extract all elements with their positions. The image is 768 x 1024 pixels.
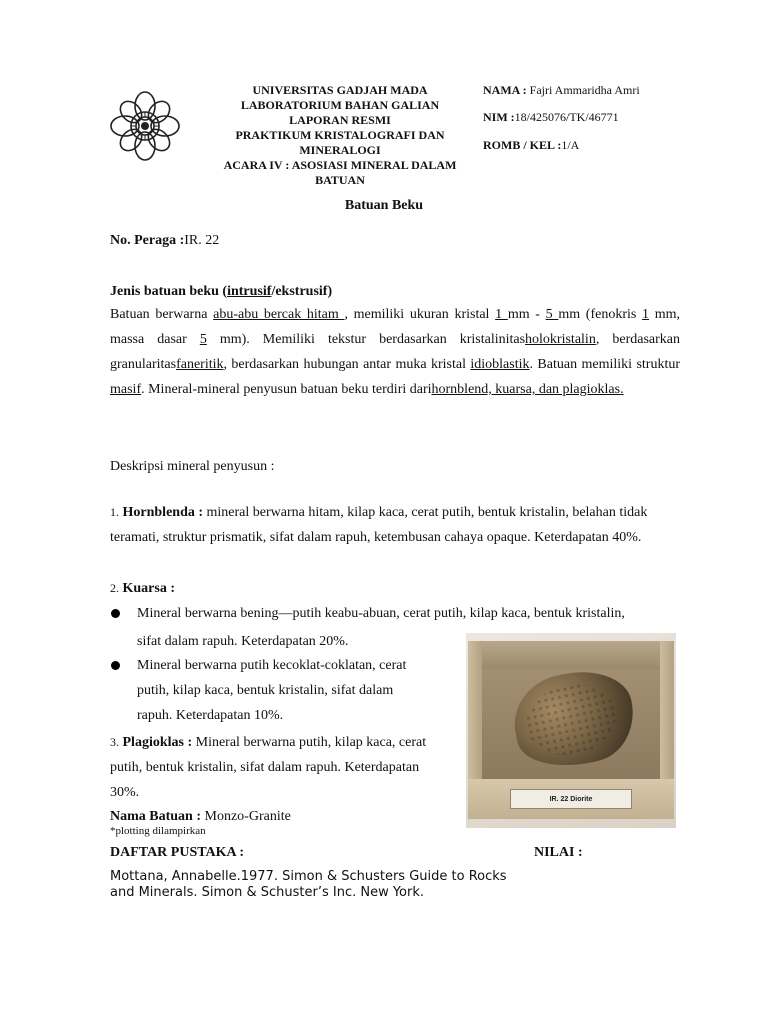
- peraga-row: [110, 228, 219, 253]
- kuarsa-bullet-2: [137, 653, 457, 728]
- specimen-tag: IR. 22 Diorite: [510, 789, 632, 809]
- desc-kristalinitas: holokristalin: [525, 332, 596, 347]
- nilai-label: NILAI :: [534, 845, 583, 860]
- jenis-prefix: Jenis batuan beku (: [110, 284, 228, 299]
- nama-batuan-label: Nama Batuan :: [110, 809, 202, 824]
- desc-kristal-min: 1: [495, 307, 508, 322]
- reference-line: and Minerals. Simon & Schuster’s Inc. New York.: [110, 885, 425, 900]
- desc-text: mm (fenokris: [558, 307, 643, 322]
- desc-text: mm, massa dasar: [110, 307, 680, 347]
- peraga-label: No. Peraga :: [110, 233, 185, 248]
- reference: [110, 869, 507, 901]
- desc-granularitas: faneritik: [176, 357, 224, 372]
- romb-label: ROMB / KEL :: [483, 138, 562, 152]
- desc-text: . Batuan memiliki struktur: [529, 357, 680, 372]
- desc-struktur: masif: [110, 382, 142, 397]
- desc-fenokris: 1: [642, 307, 650, 322]
- acara-line2: BATUAN: [315, 173, 365, 187]
- mineral-plagioklas: [110, 730, 460, 805]
- desc-text: , berdasarkan hubungan antar muka kristal: [223, 357, 471, 372]
- deskripsi-label: Deskripsi mineral penyusun :: [110, 459, 275, 474]
- student-name-row: [483, 83, 743, 98]
- mineral-number: 3.: [110, 735, 119, 749]
- desc-mineral: hornblend, kuarsa, dan plagioklas.: [431, 382, 624, 397]
- nama-label: NAMA :: [483, 83, 527, 97]
- specimen-photo: [466, 633, 676, 828]
- mineral-name: Kuarsa :: [122, 581, 175, 596]
- mineral-text: putih, bentuk kristalin, sifat dalam rapuh. Keterdapatan: [110, 760, 420, 775]
- mineral-number: 1.: [110, 505, 119, 519]
- bullet-text: sifat dalam rapuh. Keterdapatan 20%.: [137, 634, 349, 649]
- romb-value: 1/A: [561, 138, 580, 152]
- nim-row: [483, 110, 743, 125]
- desc-text: mm). Memiliki tekstur berdasarkan kristalinitas: [206, 332, 526, 347]
- nim-label: NIM :: [483, 110, 515, 124]
- desc-text: mm -: [507, 307, 546, 322]
- header-center: [200, 83, 480, 188]
- reference-line: Mottana, Annabelle.1977. Simon & Schusters Guide to Rocks: [110, 869, 507, 884]
- bullet-text: putih, kilap kaca, bentuk kristalin, sifat dalam: [137, 683, 394, 698]
- mineral-text: Mineral berwarna putih, kilap kaca, cerat: [192, 735, 427, 750]
- mineral-name: Plagioklas :: [122, 735, 193, 750]
- plotting-note: *plotting dilampirkan: [110, 825, 206, 837]
- bullet-text: Mineral berwarna putih kecoklat-coklatan, cerat: [137, 658, 407, 673]
- mineral-number: 2.: [110, 581, 119, 595]
- university-name: UNIVERSITAS GADJAH MADA: [252, 83, 428, 97]
- desc-text: , berdasarkan granularitas: [110, 332, 680, 372]
- mineral-text: mineral berwarna hitam, kilap kaca, cerat putih, bentuk kristalin, belahan tidak teramati, struktur prismatik, sifat dalam rapuh, ketembusan cahaya opaque. Keterdapatan 40%.: [110, 505, 648, 545]
- bullet-text: Mineral berwarna bening—putih keabu-abuan, cerat putih, kilap kaca, bentuk kristalin,: [137, 606, 625, 621]
- mineral-text: 30%.: [110, 785, 140, 800]
- nama-batuan-value: Monzo-Granite: [201, 809, 291, 824]
- rock-description: [110, 302, 680, 402]
- jenis-intrusif: intrusif: [227, 284, 272, 299]
- ugm-seal-icon: [107, 88, 183, 164]
- course-line1: PRAKTIKUM KRISTALOGRAFI DAN: [235, 128, 445, 142]
- desc-warna: abu-abu bercak hitam: [213, 307, 345, 322]
- desc-text: . Mineral-mineral penyusun batuan beku terdiri dari: [141, 382, 432, 397]
- bullet-text: rapuh. Keterdapatan 10%.: [137, 708, 284, 723]
- report-type: LAPORAN RESMI: [289, 113, 391, 127]
- mineral-kuarsa-heading: [110, 576, 175, 601]
- lab-name: LABORATORIUM BAHAN GALIAN: [240, 98, 440, 112]
- desc-kristal-max: 5: [545, 307, 559, 322]
- course-line2: MINERALOGI: [299, 143, 381, 157]
- nama-batuan-row: [110, 809, 291, 825]
- peraga-value: IR. 22: [184, 233, 220, 248]
- desc-text: Batuan berwarna: [110, 307, 214, 322]
- jenis-batuan-heading: [110, 279, 332, 304]
- mineral-hornblenda: [110, 500, 680, 550]
- bullet-icon: [111, 609, 120, 618]
- nim-value: 18/425076/TK/46771: [514, 110, 619, 124]
- desc-hubungan: idioblastik: [470, 357, 530, 372]
- nama-value: Fajri Ammaridha Amri: [529, 83, 640, 97]
- romb-row: [483, 138, 743, 153]
- desc-text: , memiliki ukuran kristal: [344, 307, 496, 322]
- page-title: Batuan Beku: [344, 198, 424, 213]
- jenis-suffix: /ekstrusif): [271, 284, 333, 299]
- desc-massa-dasar: 5: [199, 332, 207, 347]
- acara-line1: ACARA IV : ASOSIASI MINERAL DALAM: [223, 158, 457, 172]
- daftar-pustaka-label: DAFTAR PUSTAKA :: [110, 845, 245, 860]
- bullet-icon: [111, 661, 120, 670]
- mineral-name: Hornblenda :: [122, 505, 204, 520]
